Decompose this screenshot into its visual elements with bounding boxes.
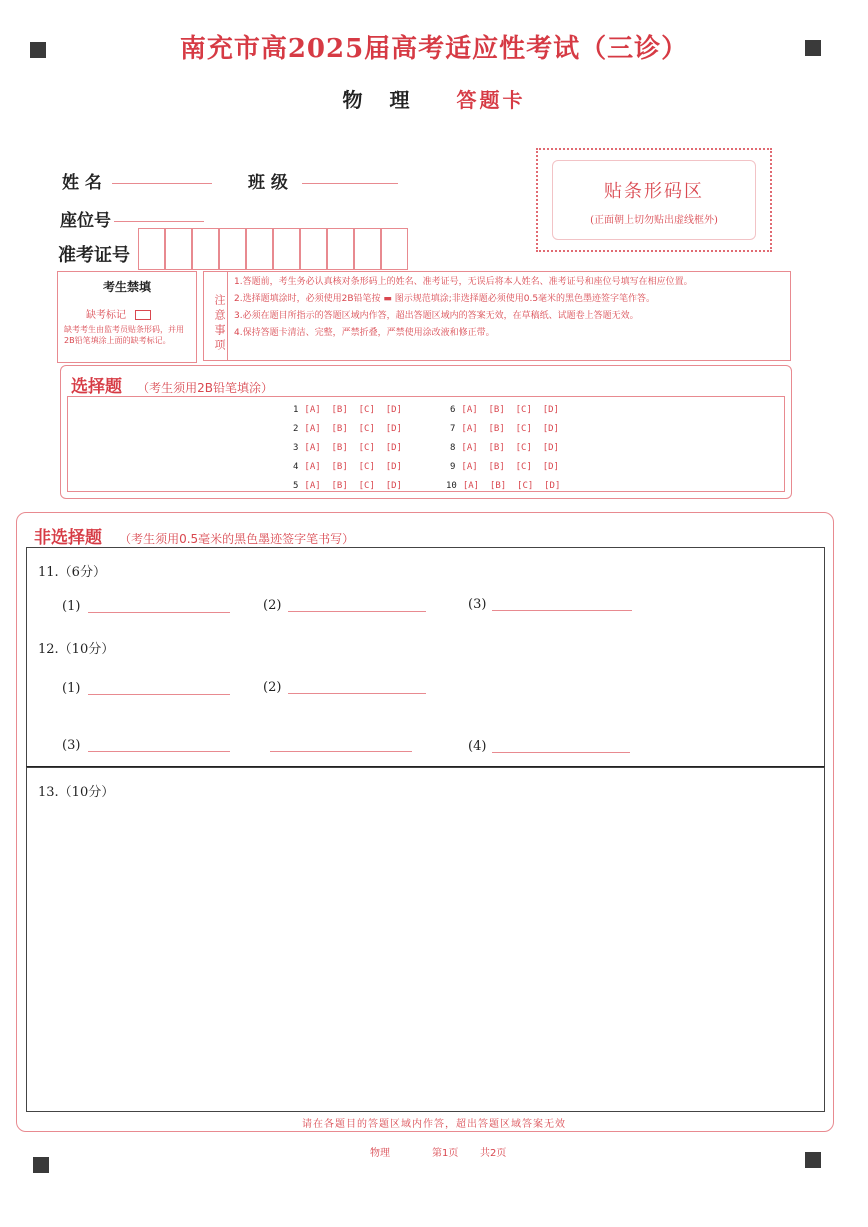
answer-options[interactable]: [A] [B] [C] [D] [304,443,402,453]
question-number: 1 [293,405,299,415]
non-choice-title: 非选择题 [34,528,102,548]
answer-line[interactable] [492,610,632,611]
question-number: 3 [293,443,299,453]
registration-mark [33,1157,49,1173]
exam-id-box[interactable] [354,228,381,270]
answer-line[interactable] [288,611,426,612]
notice-item: 3.必须在题目所指示的答题区域内作答，超出答题区域内的答案无效，在草稿纸、试题卷上答题无效。 [234,311,639,321]
q13-label: 13.（10分） [38,785,115,800]
missing-mark-label: 缺考标记 [86,310,126,321]
answer-line[interactable] [88,751,230,752]
choice-grid [67,396,785,492]
question-number: 5 [293,481,299,491]
exam-id-box[interactable] [381,228,408,270]
question-number: 9 [450,462,456,472]
choice-header [71,372,273,397]
forbidden-title: 考生禁填 [102,280,151,294]
exam-id-box[interactable] [219,228,246,270]
q12-blank-label: (2) [263,680,282,695]
choice-question[interactable] [293,481,402,491]
question-number: 4 [293,462,299,472]
notice-item: 2.选择题填涂时，必须使用2B铅笔按 ▬ 图示规范填涂;非选择题必须使用0.5毫米的黑色墨迹签字笔作答。 [234,294,656,304]
answer-options[interactable]: [A] [B] [C] [D] [461,462,559,472]
non-choice-header [34,523,354,548]
choice-title: 选择题 [71,377,122,397]
choice-question[interactable] [450,405,559,415]
choice-question[interactable] [450,424,559,434]
answer-options[interactable]: [A] [B] [C] [D] [304,462,402,472]
question-number: 2 [293,424,299,434]
choice-question[interactable] [293,424,402,434]
exam-subtitle [0,84,868,113]
notice-box [203,271,791,361]
footer-subject: 物理 [370,1148,390,1159]
missing-mark-box[interactable] [135,310,151,320]
name-label: 姓 名 [62,173,102,193]
seat-field[interactable] [114,221,204,222]
answer-line[interactable] [88,694,230,695]
answer-options[interactable]: [A] [B] [C] [D] [461,405,559,415]
page-total: 共2页 [480,1148,507,1159]
class-field[interactable] [302,183,398,184]
choice-question[interactable] [293,405,402,415]
barcode-title: 贴条形码区 [604,181,704,202]
answer-options[interactable]: [A] [B] [C] [D] [462,481,561,491]
question-number: 6 [450,405,456,415]
exam-id-box[interactable] [138,228,165,270]
choice-question[interactable] [446,481,560,491]
answer-line[interactable] [270,751,412,752]
q11-blank-label: (1) [62,599,81,614]
answer-area-q13[interactable] [26,766,825,1112]
barcode-note: (正面朝上切勿贴出虚线框外) [590,215,718,226]
question-number: 7 [450,424,456,434]
missing-mark[interactable] [86,306,151,321]
q12-label: 12.（10分） [38,642,115,657]
q11-blank-label: (3) [468,597,487,612]
answer-options[interactable]: [A] [B] [C] [D] [304,405,402,415]
choice-question[interactable] [450,462,559,472]
subject-label: 物 理 [342,88,420,112]
notice-label: 注意事项 [204,272,228,360]
answer-area-warning: 请在各题目的答题区域内作答，超出答题区域答案无效 [302,1119,566,1130]
seat-label: 座位号 [60,211,111,231]
answer-options[interactable]: [A] [B] [C] [D] [304,481,402,491]
name-field[interactable] [112,183,212,184]
exam-id-label: 准考证号 [58,245,130,266]
exam-id-box[interactable] [300,228,327,270]
page-number: 第1页 [432,1148,459,1159]
q12-blank-label: (1) [62,681,81,696]
notice-list [234,274,782,342]
choice-question[interactable] [293,462,402,472]
notice-item: 1.答题前，考生务必认真核对条形码上的姓名、准考证号，无误后将本人姓名、准考证号和座位号填写在相应位置。 [234,277,693,287]
card-label: 答题卡 [456,88,526,112]
notice-item: 4.保持答题卡清洁、完整，严禁折叠，严禁使用涂改液和修正带。 [234,328,495,338]
choice-question[interactable] [293,443,402,453]
registration-mark [805,1152,821,1168]
non-choice-note: （考生须用0.5毫米的黑色墨迹签字笔书写） [119,532,355,546]
exam-id-box[interactable] [327,228,354,270]
answer-line[interactable] [288,693,426,694]
q12-blank-label: (3) [62,738,81,753]
answer-options[interactable]: [A] [B] [C] [D] [304,424,402,434]
choice-note: （考生须用2B铅笔填涂） [137,381,273,395]
question-number: 10 [446,481,457,491]
exam-title: 南充市高2025届高考适应性考试（三诊） [179,34,689,64]
exam-id-box[interactable] [192,228,219,270]
exam-id-box[interactable] [273,228,300,270]
answer-line[interactable] [88,612,230,613]
q11-blank-label: (2) [263,598,282,613]
class-label: 班 级 [248,173,288,193]
q12-blank-label: (4) [468,739,487,754]
choice-section [60,365,792,499]
examinee-forbidden-box [57,271,197,363]
barcode-area [536,148,772,252]
exam-id-box[interactable] [246,228,273,270]
answer-options[interactable]: [A] [B] [C] [D] [461,424,559,434]
q11-label: 11.（6分） [38,565,106,580]
exam-id-box[interactable] [165,228,192,270]
answer-area-q11-q12[interactable] [26,547,825,768]
forbidden-note: 缺考考生由监考员贴条形码，并用2B铅笔填涂上面的缺考标记。 [64,325,184,345]
choice-question[interactable] [450,443,559,453]
question-number: 8 [450,443,456,453]
answer-options[interactable]: [A] [B] [C] [D] [461,443,559,453]
answer-line[interactable] [492,752,630,753]
